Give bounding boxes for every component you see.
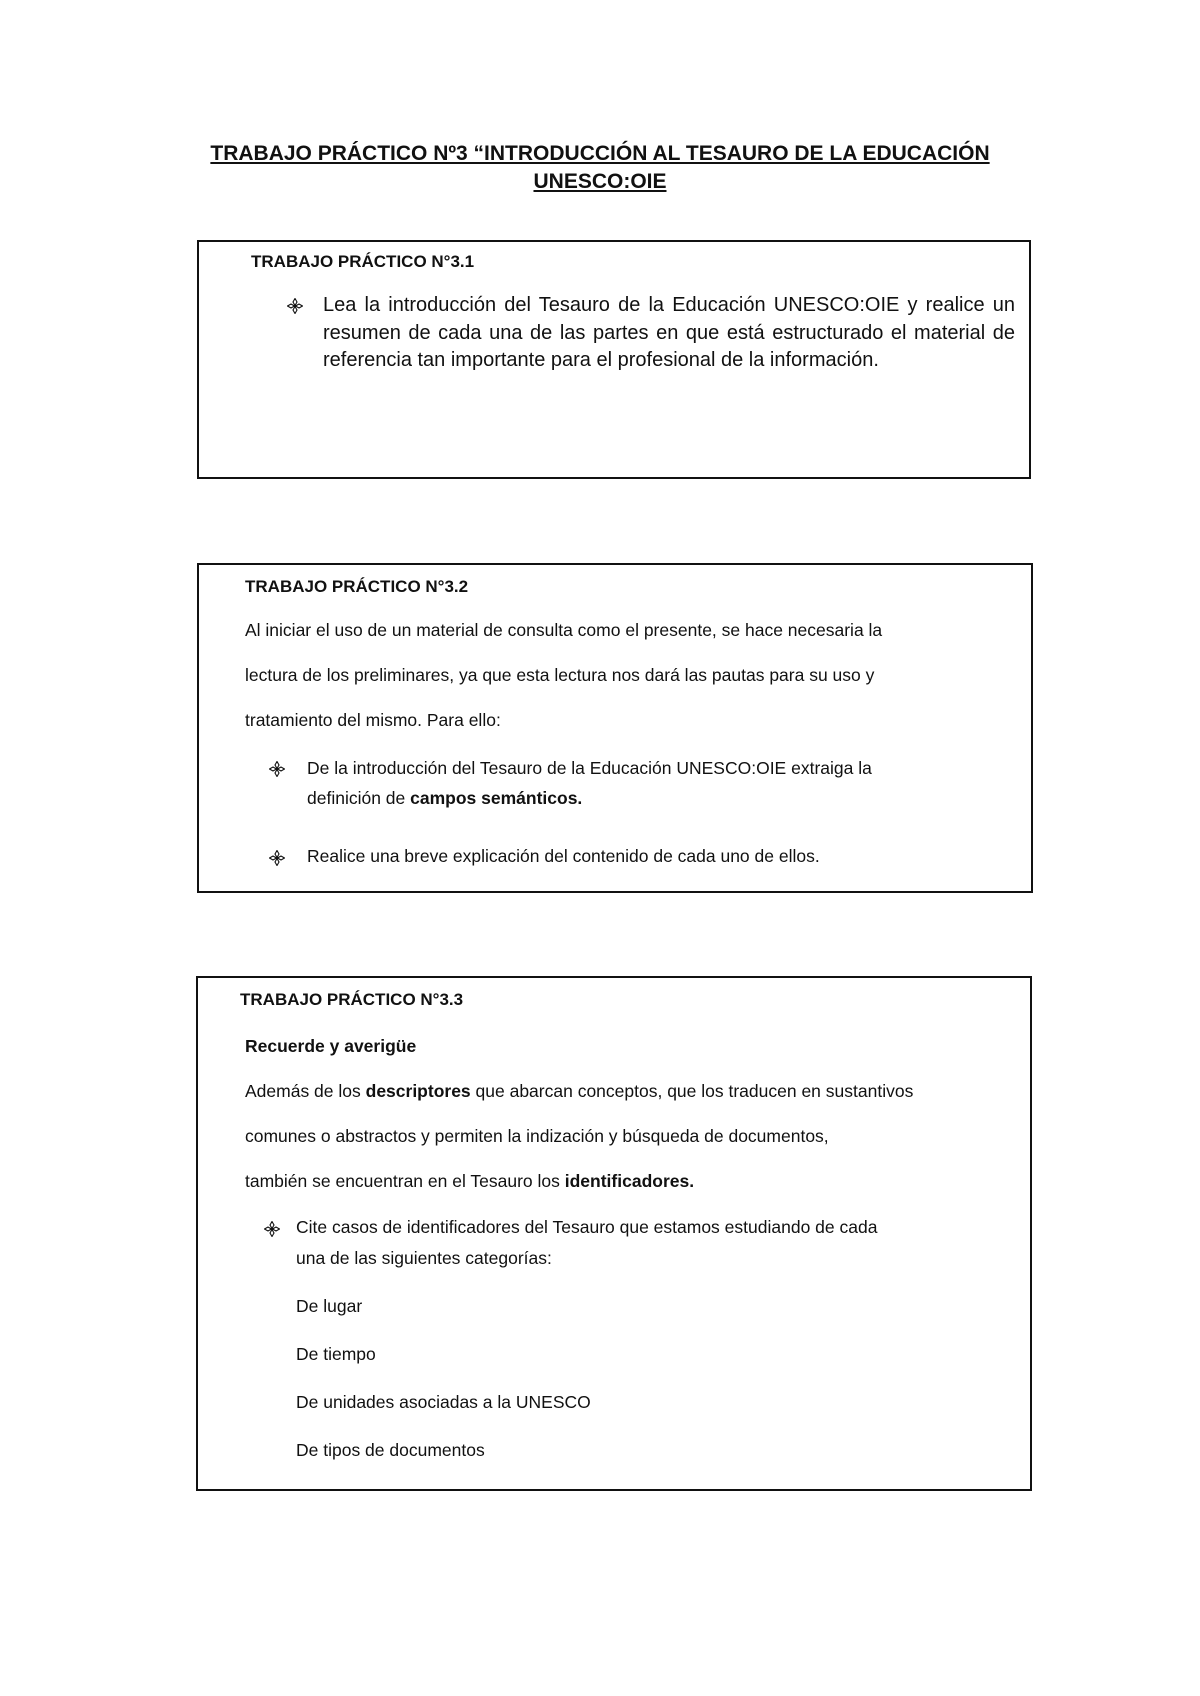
tp-3-3-intro-line-1 [245, 1081, 913, 1102]
tp-3-2-intro-line-1: Al iniciar el uso de un material de consulta como el presente, se hace necesaria la [245, 620, 883, 640]
tp-3-3-bullet-line-2: una de las siguientes categorías: [296, 1248, 552, 1268]
tp-3-1-box [197, 240, 1031, 479]
tp-3-3-bullet-line-1: Cite casos de identificadores del Tesauro que estamos estudiando de cada [296, 1217, 878, 1237]
tp-3-2-heading: TRABAJO PRÁCTICO N°3.2 [245, 577, 469, 596]
document-title [150, 140, 1050, 196]
category-item: De lugar [296, 1296, 363, 1316]
tp-3-2-intro-line-2: lectura de los preliminares, ya que esta lectura nos dará las pautas para su uso y [245, 665, 875, 685]
document-title-line-1: TRABAJO PRÁCTICO Nº3 “INTRODUCCIÓN AL TESAURO DE LA EDUCACIÓN [210, 142, 990, 165]
category-item: De tipos de documentos [296, 1440, 485, 1460]
tp-3-2-box [197, 563, 1033, 893]
four-diamond-star-icon [264, 1221, 280, 1237]
descriptores-term: descriptores [365, 1081, 471, 1101]
tp-3-3-intro-line-2: comunes o abstractos y permiten la indización y búsqueda de documentos, [245, 1126, 829, 1146]
tp-3-2-bullet-1-line-1: De la introducción del Tesauro de la Educación UNESCO:OIE extraiga la [307, 758, 872, 778]
tp-3-2-intro-line-3: tratamiento del mismo. Para ello: [245, 710, 501, 730]
document-title-line-2: UNESCO:OIE [533, 170, 667, 193]
tp-3-3-subheading: Recuerde y averigüe [245, 1036, 417, 1056]
tp-3-3-intro-line-1-pre: Además de los [245, 1081, 366, 1101]
tp-3-2-bullet-1-line-2 [307, 788, 582, 809]
category-item: De tiempo [296, 1344, 376, 1364]
tp-3-3-intro-line-1-post: que abarcan conceptos, que los traducen en sustantivos [470, 1081, 914, 1101]
tp-3-3-heading: TRABAJO PRÁCTICO N°3.3 [240, 990, 464, 1009]
category-item: De unidades asociadas a la UNESCO [296, 1392, 591, 1412]
four-diamond-star-icon [269, 761, 285, 777]
tp-3-3-box [196, 976, 1032, 1491]
four-diamond-star-icon [287, 298, 303, 314]
tp-3-2-bullet-2: Realice una breve explicación del contenido de cada uno de ellos. [307, 846, 820, 866]
four-diamond-star-icon [269, 850, 285, 866]
tp-3-3-intro-line-3 [245, 1171, 694, 1192]
tp-3-1-bullet-text: Lea la introducción del Tesauro de la Educación UNESCO:OIE y realice un resumen de cada una de las partes en que está estructurado el material de referencia tan importante para el profesional de la información. [323, 294, 1015, 371]
identificadores-term: identificadores. [564, 1171, 695, 1191]
tp-3-1-heading: TRABAJO PRÁCTICO N°3.1 [251, 252, 475, 271]
tp-3-3-intro-line-3-pre: también se encuentran en el Tesauro los [245, 1171, 565, 1191]
campos-semanticos-term: campos semánticos. [410, 788, 583, 808]
tp-3-2-bullet-1-line-2-text: definición de [307, 788, 411, 808]
